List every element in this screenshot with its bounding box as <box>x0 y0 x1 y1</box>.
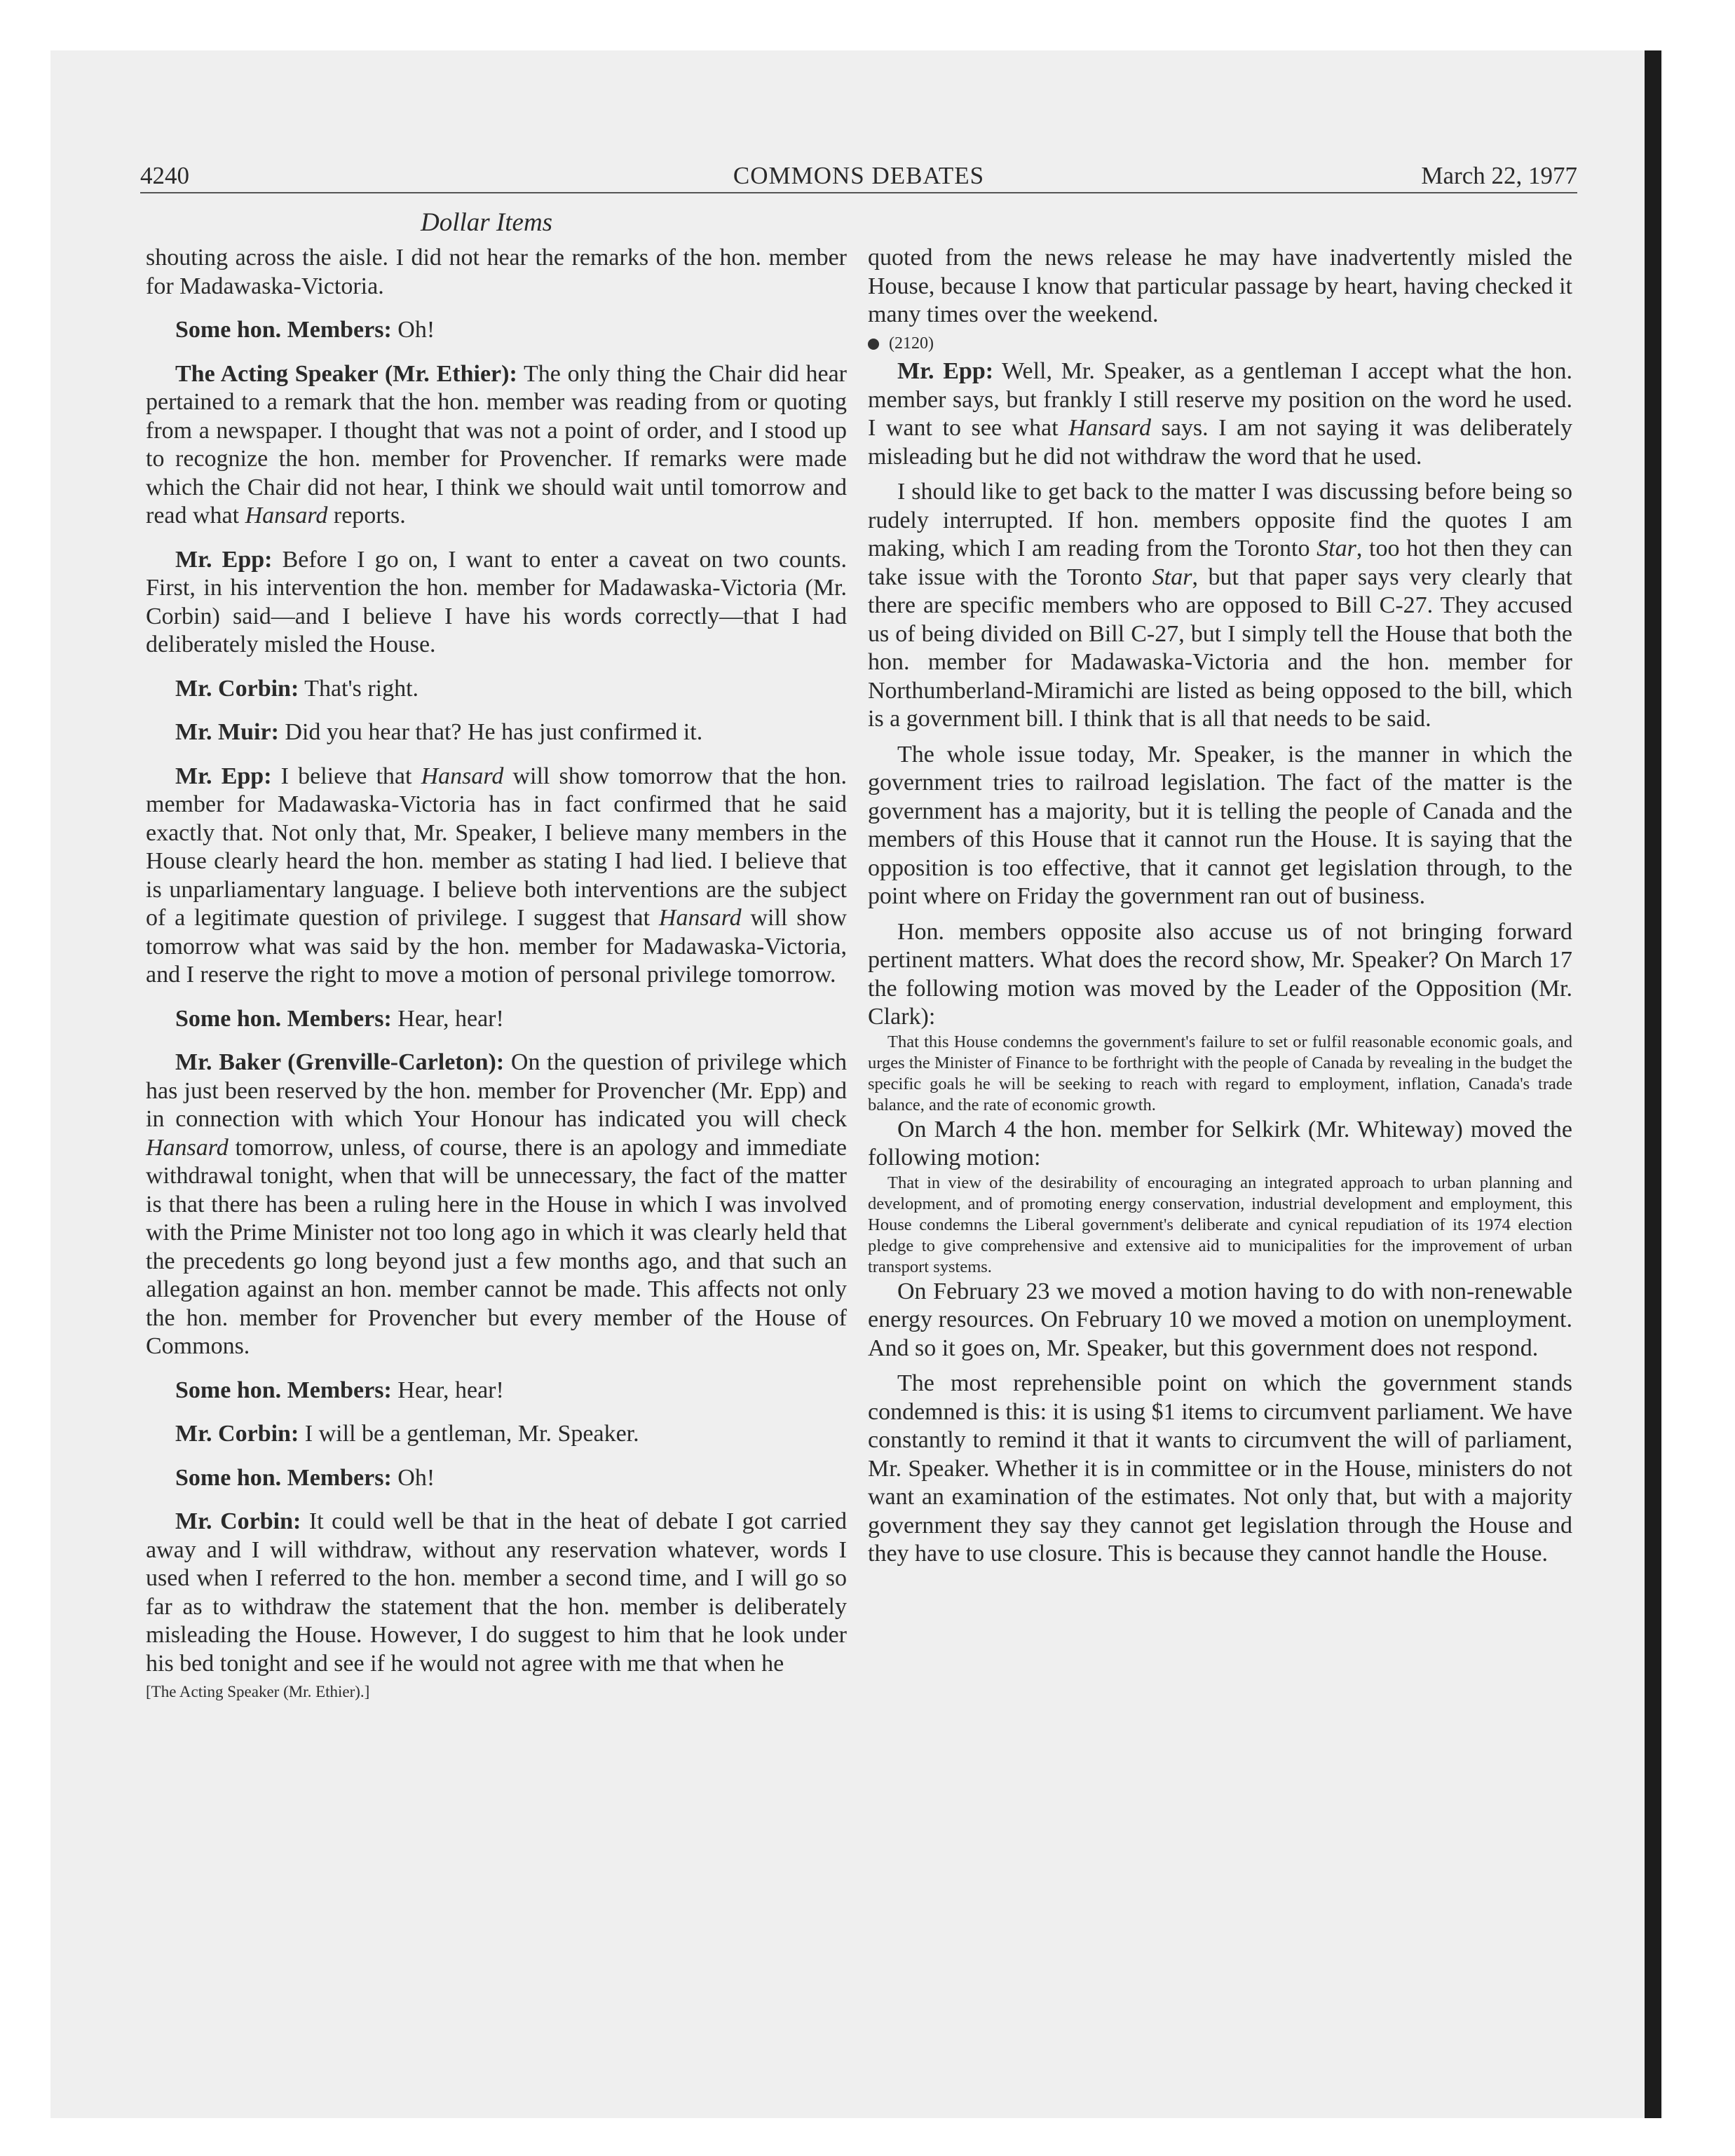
paragraph: Some hon. Members: Oh! <box>175 317 435 343</box>
speaker-name: Mr. Baker (Grenville-Carleton): <box>175 1049 505 1075</box>
quoted-motion: That in view of the desirability of encouraging an integrated approach to urban planning and development, and of promoting energy conservation, industrial development and employment, this House condemns the Liberal government's deliberate and cynical repudiation of its 1974 election pledge to give comprehensive and extensive aid to municipalities for the improvement of urban transport systems. <box>868 1173 1572 1276</box>
right-column <box>868 244 1572 1569</box>
paragraph: Some hon. Members: Hear, hear! <box>175 1377 504 1403</box>
paragraph: The most reprehensible point on which the government stands condemned is this: it is using $1 items to circumvent parliament. We have constantly to remind it that it wants to circumvent the will of parliament, Mr. Speaker. Whether it is in committee or in the House, ministers do not want an examination of the estimates. Not only that, but with a majority government they say they cannot get legislation through the House and they have to use closure. This is because they cannot handle the House. <box>868 1370 1572 1567</box>
paragraph: shouting across the aisle. I did not hear the remarks of the hon. member for Madawaska-Victoria. <box>146 245 847 299</box>
paragraph: I should like to get back to the matter I was discussing before being so rudely interrupted. If hon. members opposite find the quotes I am making, which I am reading from the Toronto Star, too hot then they can take issue with the Toronto Star, but that paper says very clearly that there are specific members who are opposed to Bill C-27. They accused us of being divided on Bill C-27, but I simply tell the House that both the hon. member for Madawaska-Victoria and the hon. member for Northumberland-Miramichi are listed as being opposed to the bill, which is a government bill. I think that is all that needs to be said. <box>868 479 1573 732</box>
speaker-name: Mr. Epp: <box>897 358 994 384</box>
speaker-name: Mr. Corbin: <box>175 675 299 702</box>
paragraph: quoted from the news release he may have inadvertently misled the House, because I know that particular passage by heart, having checked it many times over the weekend. <box>868 245 1572 327</box>
paragraph: Mr. Epp: Before I go on, I want to enter a caveat on two counts. First, in his intervention the hon. member for Madawaska-Victoria (Mr. Corbin) said—and I believe I have his words correctly—that I had deliberately misled the House. <box>146 546 847 657</box>
paragraph: Some hon. Members: Hear, hear! <box>175 1005 504 1032</box>
paragraph: Mr. Corbin: It could well be that in the heat of debate I got carried away and I will withdraw, without any reservation whatever, words I used when I referred to the hon. member a second time, and I will go so far as to withdraw the statement that the hon. member is deliberately misleading the House. However, I do suggest to him that he look under his bed tonight and see if he would not agree with me that when he <box>146 1508 847 1677</box>
speaker-name: Mr. Epp: <box>175 763 272 789</box>
paragraph: On February 23 we moved a motion having to do with non-renewable energy resources. On February 10 we moved a motion on unemployment. And so it goes on, Mr. Speaker, but this government does not respond. <box>868 1278 1572 1361</box>
page-number: 4240 <box>140 162 189 189</box>
paragraph: Mr. Epp: Well, Mr. Speaker, as a gentleman I accept what the hon. member says, but frankly I still reserve my position on the word he used. I want to see what Hansard says. I am not saying it was deliberately misleading but he did not withdraw the word that he used. <box>868 358 1572 470</box>
paragraph: Mr. Muir: Did you hear that? He has just confirmed it. <box>175 719 703 745</box>
paragraph: Some hon. Members: Oh! <box>175 1464 435 1491</box>
paragraph: Hon. members opposite also accuse us of not bringing forward pertinent matters. What does the record show, Mr. Speaker? On March 17 the following motion was moved by the Leader of the Opposition (Mr. Clark): <box>868 918 1572 1030</box>
issue-date: March 22, 1977 <box>1421 162 1577 189</box>
paragraph: Mr. Epp: I believe that Hansard will show tomorrow that the hon. member for Madawaska-Victoria has in fact confirmed that he said exactly that. Not only that, Mr. Speaker, I believe many members in the House clearly heard the hon. member as stating I had lied. I believe that is unparliamentary language. I believe both interventions are the subject of a legitimate question of privilege. I suggest that Hansard will show tomorrow what was said by the hon. member for Madawaska-Victoria, and I reserve the right to move a motion of personal privilege tomorrow. <box>146 763 847 988</box>
speaker-name: The Acting Speaker (Mr. Ethier): <box>175 360 517 387</box>
paragraph: Mr. Baker (Grenville-Carleton): On the question of privilege which has just been reserved by the hon. member for Provencher (Mr. Epp) and in connection with which Your Honour has indicated you will check Hansard tomorrow, unless, of course, there is an apology and immediate withdrawal tonight, when that will be unnecessary, the fact of the matter is that there has been a ruling here in the House in which I was involved with the Prime Minister not too long ago in which it was clearly held that the precedents go long beyond just a few months ago, and that such an allegation against an hon. member cannot be made. This affects not only the hon. member for Provencher but every member of the House of Commons. <box>146 1049 847 1359</box>
speaker-name: Some hon. Members: <box>175 317 392 343</box>
publication-title: COMMONS DEBATES <box>733 162 985 189</box>
speaker-footnote: [The Acting Speaker (Mr. Ethier).] <box>146 1683 370 1700</box>
speaker-name: Mr. Corbin: <box>175 1421 299 1447</box>
page-header <box>140 160 1577 193</box>
speaker-name: Some hon. Members: <box>175 1005 392 1032</box>
paragraph: The Acting Speaker (Mr. Ethier): The only thing the Chair did hear pertained to a remark that the hon. member was reading from or quoting from a newspaper. I thought that was not a point of order, and I stood up to recognize the hon. member for Provencher. If remarks were made which the Chair did not hear, I think we should wait until tomorrow and read what Hansard reports. <box>146 360 847 528</box>
paragraph: Mr. Corbin: That's right. <box>175 675 419 702</box>
paragraph: The whole issue today, Mr. Speaker, is the manner in which the government tries to railroad legislation. The fact of the matter is the government has a majority, but it is telling the people of Canada and the members of this House that it cannot run the House. It is saying that the opposition is too effective, that it cannot get legislation through, to the point where on Friday the government ran out of business. <box>868 741 1572 909</box>
scan-edge-shadow <box>1645 50 1661 2118</box>
time-marker: (2120) <box>868 329 1572 358</box>
speaker-name: Some hon. Members: <box>175 1377 392 1403</box>
speaker-name: Mr. Corbin: <box>175 1508 301 1534</box>
running-subhead: Dollar Items <box>421 208 553 237</box>
quoted-motion: That this House condemns the government's failure to set or fulfil reasonable economic goals, and urges the Minister of Finance to be forthright with the people of Canada by revealing in the budget the specific goals he will be seeking to reach with regard to employment, inflation, Canada's trade balance, and the rate of economic growth. <box>868 1032 1572 1114</box>
left-column <box>146 244 847 1707</box>
speaker-name: Some hon. Members: <box>175 1464 392 1491</box>
speaker-name: Mr. Epp: <box>175 546 273 573</box>
paragraph: Mr. Corbin: I will be a gentleman, Mr. Speaker. <box>175 1421 639 1447</box>
speaker-name: Mr. Muir: <box>175 719 279 745</box>
paragraph: On March 4 the hon. member for Selkirk (Mr. Whiteway) moved the following motion: <box>868 1116 1572 1171</box>
bullet-dot-icon <box>868 339 879 350</box>
